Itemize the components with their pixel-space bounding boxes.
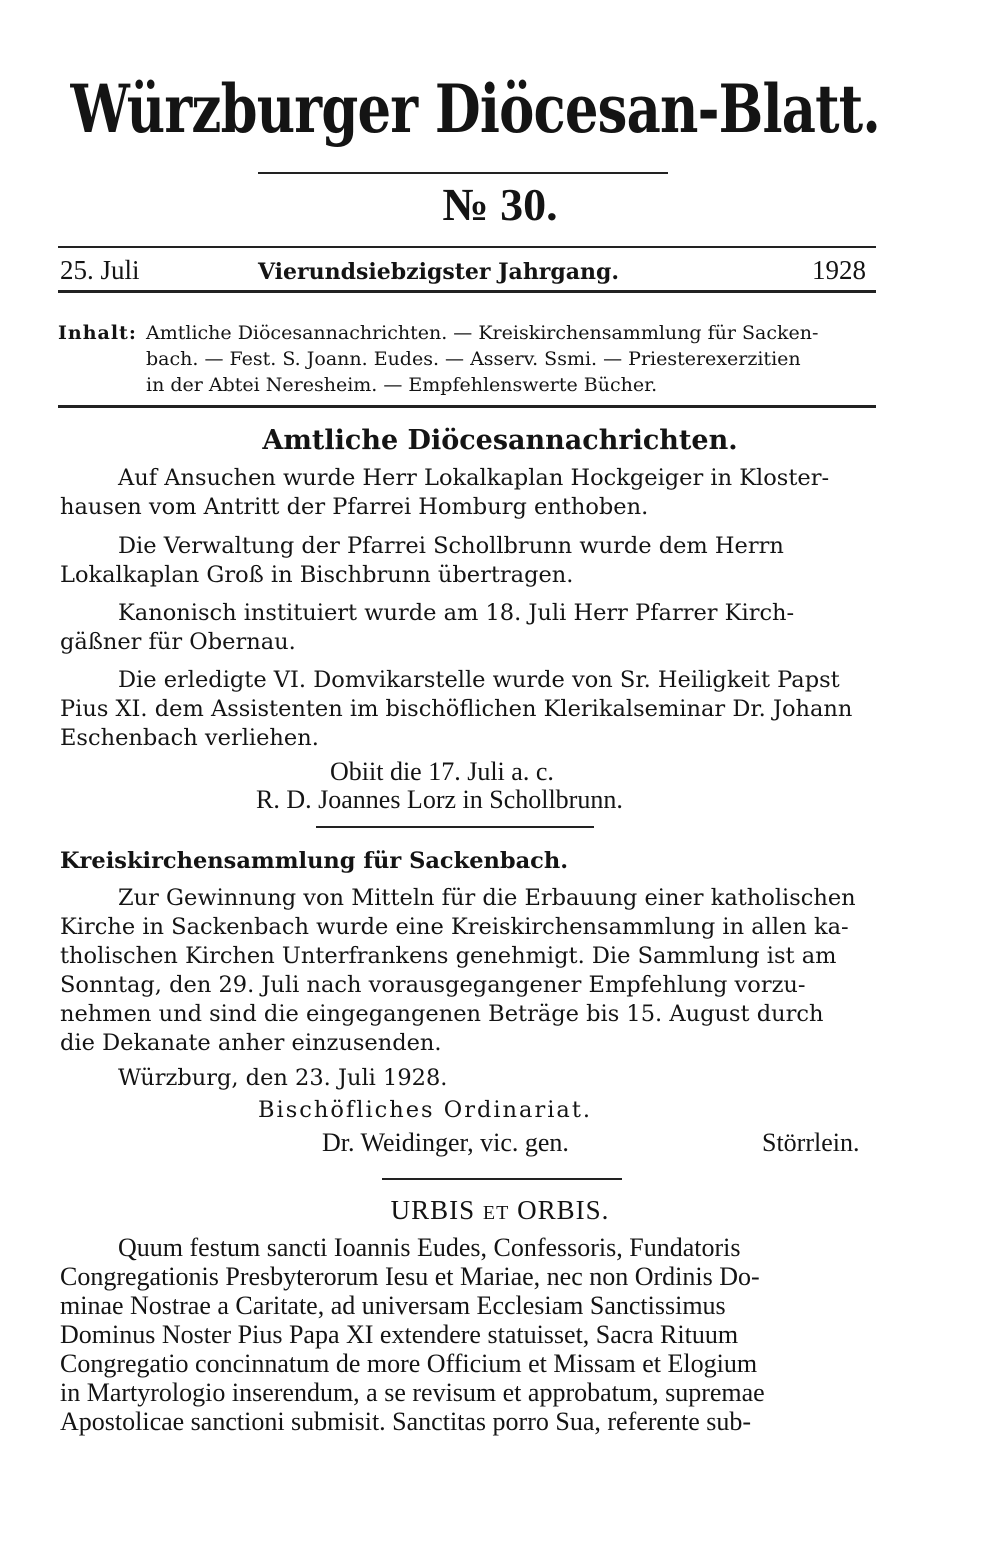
paragraph-line: Kanonisch instituiert wurde am 18. Juli Herr Pfarrer Kirch- (118, 600, 795, 626)
issue-year: 1928 (812, 255, 866, 285)
paragraph-line: nehmen und sind die eingegangenen Beträge bis 15. August durch (60, 1001, 824, 1027)
latin-paragraph-line: Dominus Noster Pius Papa XI extendere statuisset, Sacra Rituum (60, 1320, 739, 1349)
paragraph-line: Lokalkaplan Groß in Bischbrunn übertragen. (60, 562, 574, 588)
signer-secretary: Störrlein. (762, 1128, 860, 1157)
latin-paragraph-line: Congregationis Presbyterorum Iesu et Mariae, nec non Ordinis Do- (60, 1262, 760, 1291)
issue-number: № 30. (442, 179, 558, 230)
paragraph-line: gäßner für Obernau. (60, 629, 296, 655)
latin-paragraph-line: Congregatio concinnatum de more Officium et Missam et Elogium (60, 1349, 758, 1378)
paragraph-line: Eschenbach verliehen. (60, 725, 319, 751)
paragraph-line: hausen vom Antritt der Pfarrei Homburg enthoben. (60, 494, 649, 520)
contents-line: Amtliche Diöcesannachrichten. — Kreiskirchensammlung für Sacken- (146, 322, 819, 344)
section-heading-collection: Kreiskirchensammlung für Sackenbach. (60, 848, 569, 874)
latin-paragraph-line: Quum festum sancti Ioannis Eudes, Confessoris, Fundatoris (118, 1233, 741, 1262)
paragraph-line: Zur Gewinnung von Mitteln für die Erbauung einer katholischen (118, 885, 856, 911)
obituary-line: Obiit die 17. Juli a. c. (330, 757, 554, 786)
obituary-name: R. D. Joannes Lorz in Schollbrunn. (256, 785, 623, 814)
latin-paragraph-line: minae Nostrae a Caritate, ad universam Ecclesiam Sanctissimus (60, 1291, 726, 1320)
header-top-rule (58, 246, 876, 248)
paragraph-line: Sonntag, den 29. Juli nach vorausgegangener Empfehlung vorzu- (60, 972, 806, 998)
section-divider (316, 826, 594, 828)
section-heading-urbis-et-orbis (0, 1195, 1000, 1226)
paragraph-line: tholischen Kirchen Unterfrankens genehmigt. Die Sammlung ist am (60, 943, 837, 969)
heading-part: ORBIS. (509, 1195, 610, 1225)
issue-date: 25. Juli (60, 255, 140, 285)
paragraph-line: die Dekanate anher einzusenden. (60, 1030, 442, 1056)
paragraph-line: Pius XI. dem Assistenten im bischöflichen Klerikalseminar Dr. Johann (60, 696, 853, 722)
contents-label: Inhalt: (58, 322, 137, 344)
header-bottom-rule (58, 290, 876, 293)
latin-paragraph-line: Apostolicae sanctioni submisit. Sanctitas porro Sua, referente sub- (60, 1407, 752, 1436)
heading-part: ET (482, 1202, 510, 1224)
heading-part: URBIS (390, 1195, 483, 1225)
paragraph-line: Auf Ansuchen wurde Herr Lokalkaplan Hockgeiger in Kloster- (118, 465, 830, 491)
section-heading-official-news: Amtliche Diöcesannachrichten. (262, 425, 738, 456)
masthead-title: Würzburger Diöcesan-Blatt. (70, 70, 880, 148)
contents-line: bach. — Fest. S. Joann. Eudes. — Asserv. Ssmi. — Priesterexerzitien (146, 348, 801, 370)
masthead-short-rule (258, 172, 668, 174)
paragraph-line: Kirche in Sackenbach wurde eine Kreiskirchensammlung in allen ka- (60, 914, 849, 940)
latin-paragraph-line: in Martyrologio inserendum, a se revisum et approbatum, supremae (60, 1378, 765, 1407)
office-name: Bischöfliches Ordinariat. (258, 1097, 593, 1123)
place-date: Würzburg, den 23. Juli 1928. (118, 1065, 448, 1091)
paragraph-line: Die Verwaltung der Pfarrei Schollbrunn wurde dem Herrn (118, 533, 784, 559)
paragraph-line: Die erledigte VI. Domvikarstelle wurde von Sr. Heiligkeit Papst (118, 667, 840, 693)
volume-label: Vierundsiebzigster Jahrgang. (258, 259, 620, 285)
contents-rule (58, 405, 876, 408)
signer-vicar-general: Dr. Weidinger, vic. gen. (322, 1128, 569, 1157)
section-divider (382, 1178, 622, 1180)
contents-line: in der Abtei Neresheim. — Empfehlenswerte Bücher. (146, 374, 658, 396)
